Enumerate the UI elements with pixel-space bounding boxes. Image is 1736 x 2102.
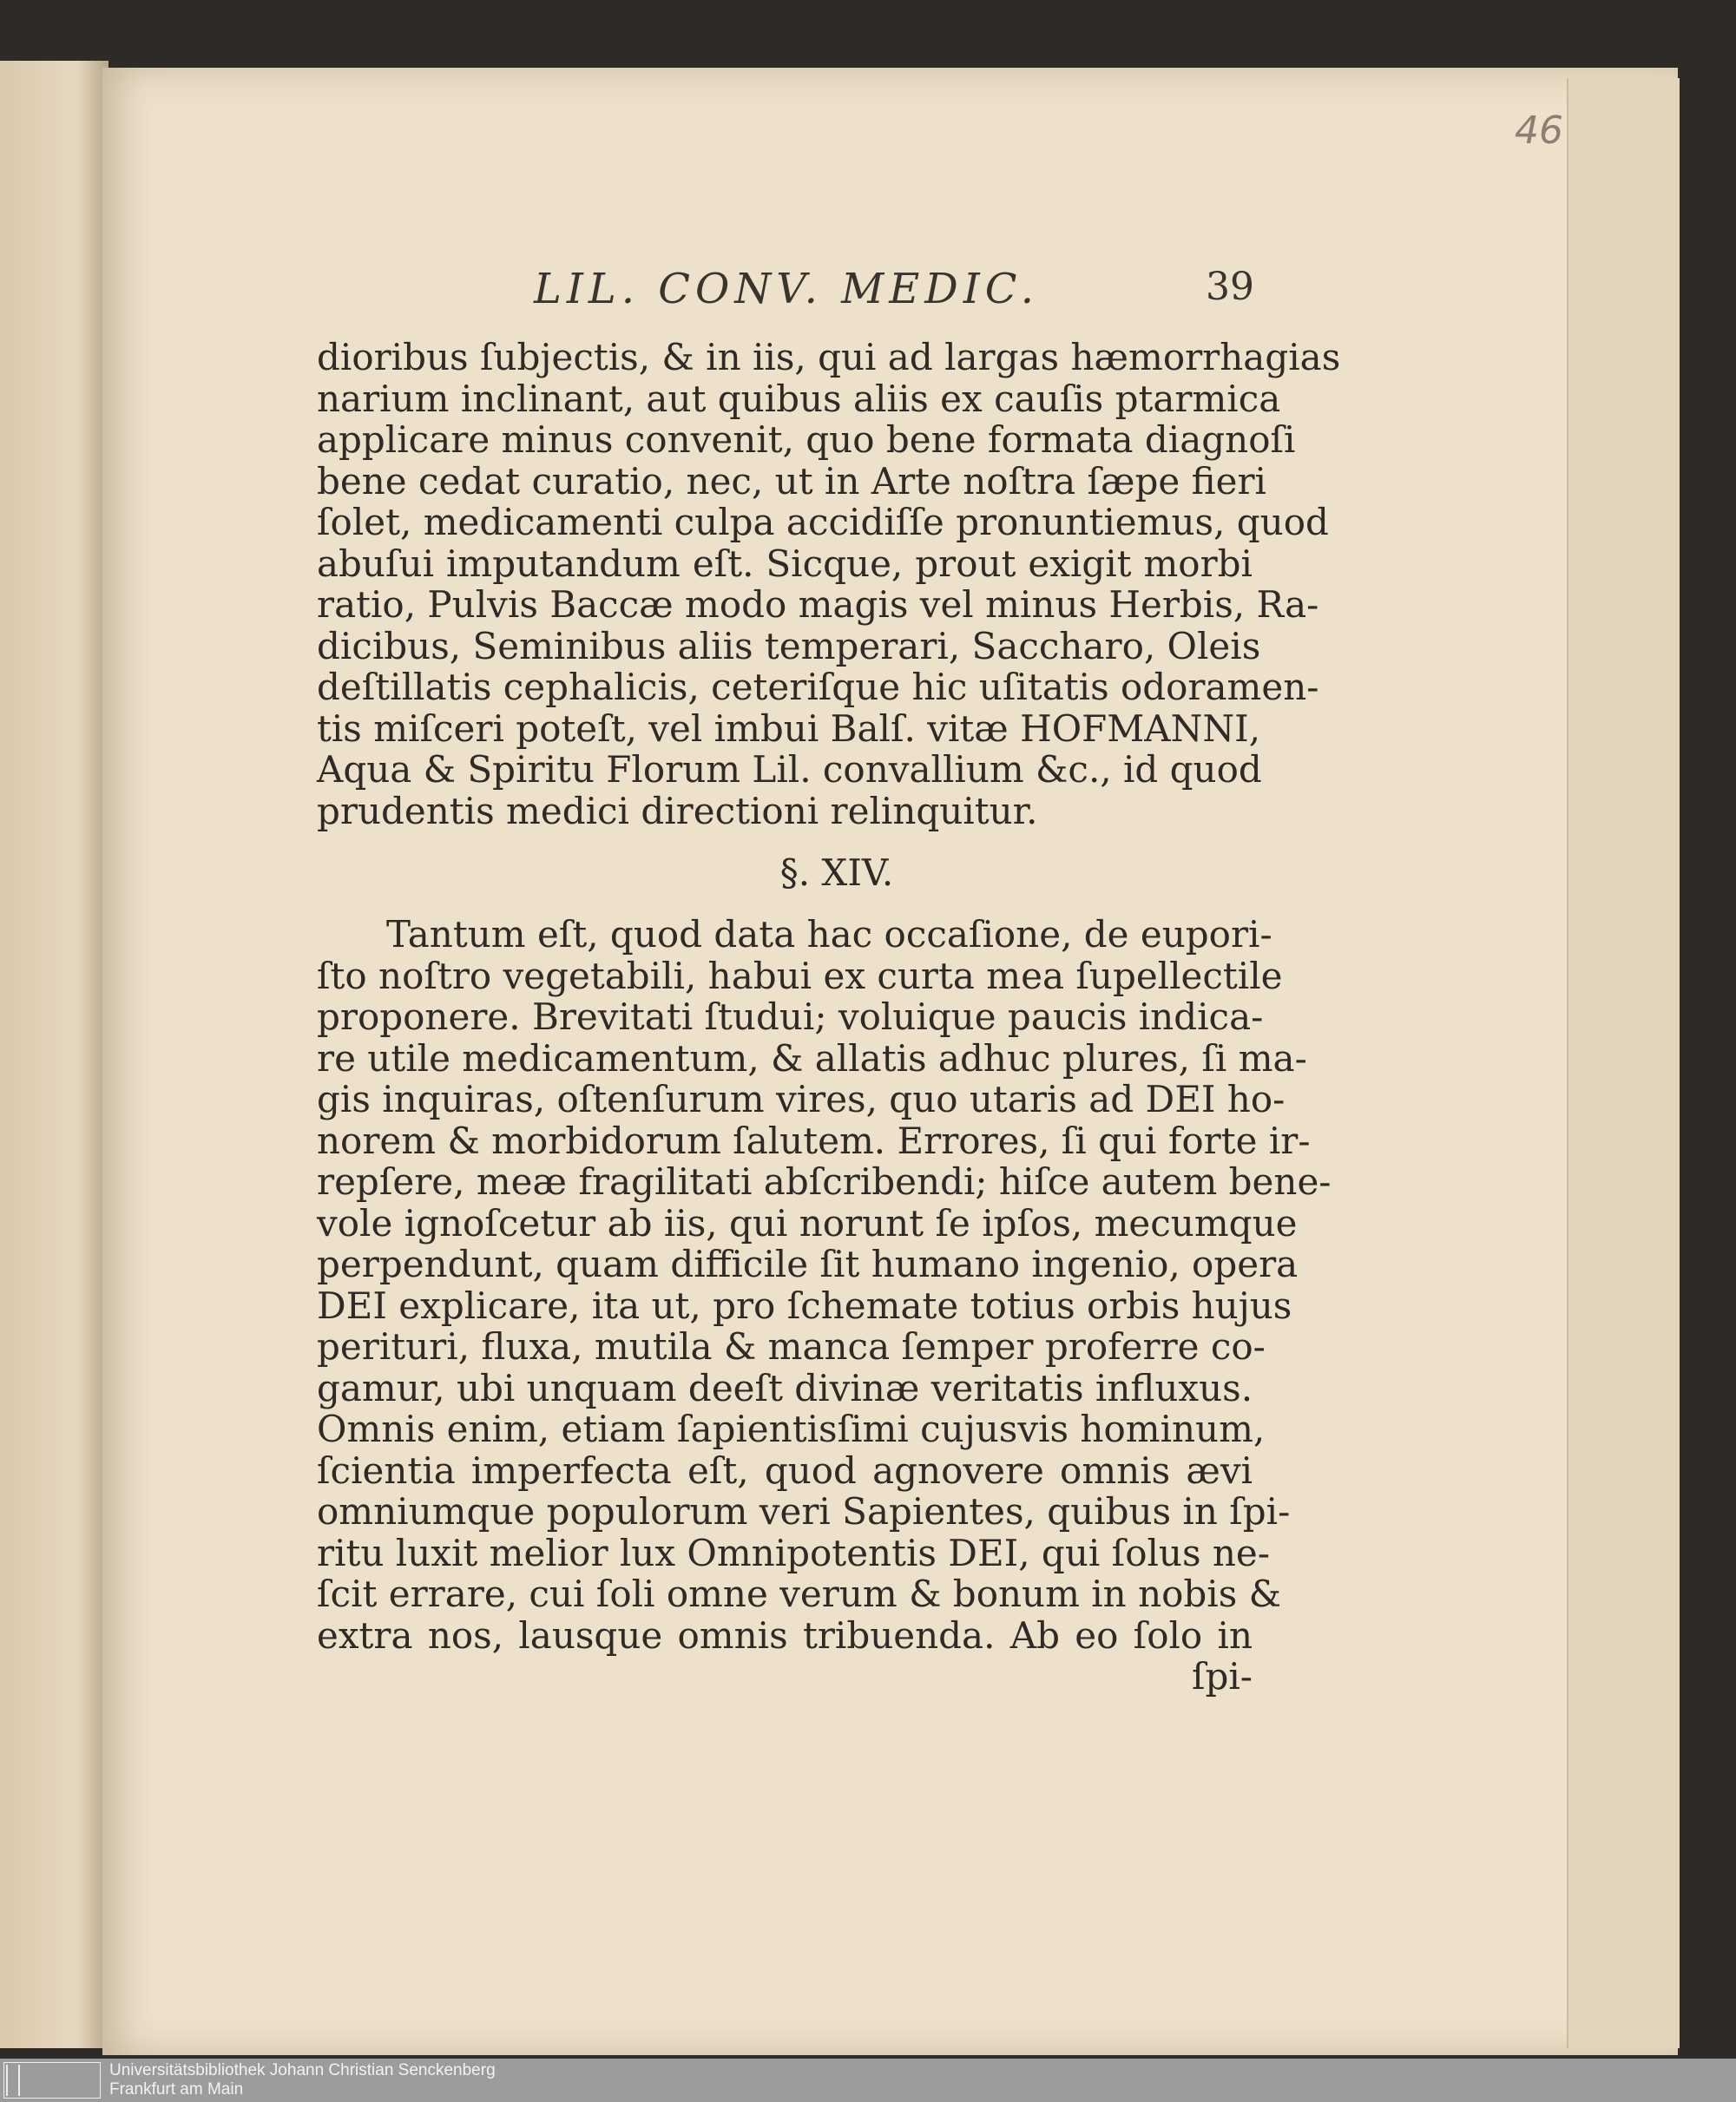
text-line: ſto noſtro vegetabili, habui ex curta mea ſupellectile	[317, 954, 1283, 997]
text-line: norem & morbidorum ſalutem. Errores, ſi qui forte ir-	[317, 1119, 1311, 1162]
text-line: gamur, ubi unquam deeſt divinæ veritatis influxus.	[317, 1366, 1253, 1409]
text-line: ritu luxit melior lux Omnipotentis DEI, qui ſolus ne-	[317, 1531, 1270, 1574]
catchword: ſpi-	[1191, 1655, 1253, 1698]
handwritten-note: 46	[1515, 108, 1563, 153]
library-footer	[0, 2059, 1736, 2102]
text-line: applicare minus convenit, quo bene formata diagnoſi	[317, 418, 1296, 461]
paragraph-continued	[317, 336, 1341, 832]
text-line: bene cedat curatio, nec, ut in Arte noſtra ſæpe fieri	[317, 459, 1266, 503]
text-line: proponere. Brevitati ſtudui; voluique paucis indica-	[317, 995, 1264, 1038]
text-line: dioribus ſubjectis, & in iis, qui ad largas hæmorrhagias	[317, 336, 1341, 378]
library-logo	[3, 2062, 101, 2099]
text-line: perituri, fluxa, mutila & manca ſemper proferre co-	[317, 1325, 1266, 1368]
page-number: 39	[1206, 265, 1254, 309]
text-line: Omnis enim, etiam ſapientisſimi cujusvis hominum,	[317, 1408, 1266, 1450]
footer-line-1: Universitätsbibliothek Johann Christian Senckenberg	[109, 2061, 496, 2079]
text-line: Tantum eſt, quod data hac occaſione, de eupori-	[386, 913, 1272, 956]
text-line: ratio, Pulvis Baccæ modo magis vel minus Herbis, Ra-	[317, 583, 1319, 626]
text-line: omniumque populorum veri Sapientes, quibus in ſpi-	[317, 1490, 1291, 1533]
section-heading: §. XIV.	[779, 851, 894, 894]
text-line: ſcit errare, cui ſoli omne verum & bonum in nobis &	[317, 1573, 1282, 1615]
text-line: narium inclinant, aut quibus aliis ex cauſis ptarmica	[317, 377, 1281, 420]
text-line: tis miſceri poteſt, vel imbui Balſ. vitæ HOFMANNI,	[317, 706, 1261, 750]
text-line: DEI explicare, ita ut, pro ſchemate totius orbis hujus	[317, 1284, 1292, 1327]
text-line: repſere, meæ fragilitati abſcribendi; hiſce autem bene-	[317, 1160, 1332, 1203]
text-line: deſtillatis cephalicis, ceteriſque hic uſitatis odoramen-	[317, 666, 1319, 708]
text-line: perpendunt, quam difficile ſit humano ingenio, opera	[317, 1243, 1299, 1285]
text-line: dicibus, Seminibus aliis temperari, Saccharo, Oleis	[317, 624, 1261, 667]
paragraph-section-xiv	[317, 913, 1332, 1657]
page-deckle-edge	[1567, 78, 1680, 2048]
text-line: prudentis medici directioni relinquitur.	[317, 789, 1038, 832]
left-page-edge	[0, 61, 108, 2048]
text-line: extra nos, lausque omnis tribuenda. Ab eo ſolo in	[317, 1613, 1253, 1657]
text-line: vole ignoſcetur ab iis, qui norunt ſe ipſos, mecumque	[317, 1201, 1298, 1245]
text-line: re utile medicamentum, & allatis adhuc plures, ſi ma-	[317, 1036, 1307, 1080]
page-body	[317, 336, 1341, 1698]
text-line: ſcientia imperfecta eſt, quod agnovere omnis ævi	[317, 1448, 1253, 1492]
text-line: ſolet, medicamenti culpa accidiſſe pronuntiemus, quod	[317, 501, 1329, 543]
footer-line-2: Frankfurt am Main	[109, 2080, 244, 2099]
running-title: LIL. CONV. MEDIC.	[534, 265, 1039, 313]
text-line: Aqua & Spiritu Florum Lil. convallium &c., id quod	[317, 748, 1262, 791]
text-line: abuſui imputandum eſt. Sicque, prout exigit morbi	[317, 542, 1253, 585]
running-head	[317, 265, 1254, 325]
text-line: gis inquiras, oſtenſurum vires, quo utaris ad DEI ho-	[317, 1078, 1286, 1120]
